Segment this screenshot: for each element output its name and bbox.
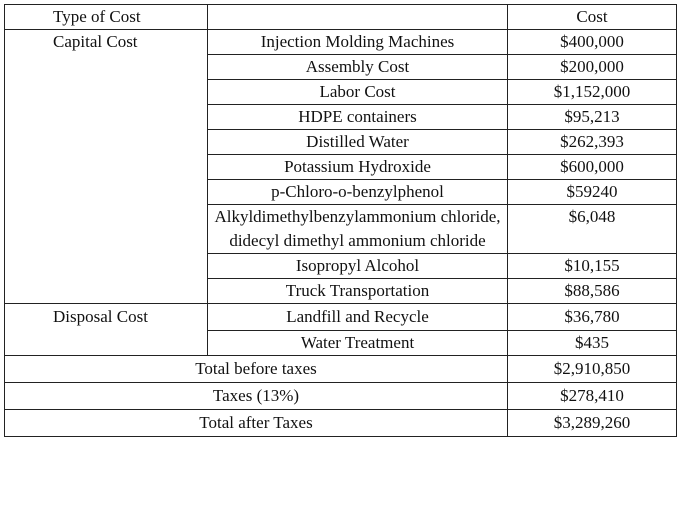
item-cell: Assembly Cost [208, 55, 508, 80]
item-cell: Potassium Hydroxide [208, 155, 508, 180]
taxes-value: $278,410 [508, 383, 677, 410]
cost-cell: $6,048 [508, 205, 677, 254]
cost-cell: $95,213 [508, 105, 677, 130]
header-type-of-cost: Type of Cost [5, 5, 208, 30]
total-after-taxes-value: $3,289,260 [508, 410, 677, 437]
cost-cell: $10,155 [508, 254, 677, 279]
group-label-capital: Capital Cost [5, 30, 208, 304]
cost-cell: $59240 [508, 180, 677, 205]
cost-cell: $200,000 [508, 55, 677, 80]
item-cell: Isopropyl Alcohol [208, 254, 508, 279]
item-cell: Distilled Water [208, 130, 508, 155]
cost-cell: $262,393 [508, 130, 677, 155]
cost-table [4, 4, 677, 437]
item-cell: Landfill and Recycle [208, 304, 508, 331]
cost-cell: $1,152,000 [508, 80, 677, 105]
table-row [5, 304, 677, 331]
cost-cell: $400,000 [508, 30, 677, 55]
table-row [5, 30, 677, 55]
item-cell: HDPE containers [208, 105, 508, 130]
total-before-taxes-value: $2,910,850 [508, 356, 677, 383]
cost-cell: $600,000 [508, 155, 677, 180]
total-before-taxes-row [5, 356, 677, 383]
header-cost: Cost [508, 5, 677, 30]
taxes-label: Taxes (13%) [5, 383, 508, 410]
item-cell: Injection Molding Machines [208, 30, 508, 55]
cost-cell: $435 [508, 331, 677, 356]
cost-cell: $36,780 [508, 304, 677, 331]
item-cell: Water Treatment [208, 331, 508, 356]
header-item [208, 5, 508, 30]
item-cell: Labor Cost [208, 80, 508, 105]
item-cell: Alkyldimethylbenzylammonium chloride, didecyl dimethyl ammonium chloride [208, 205, 508, 254]
group-label-disposal: Disposal Cost [5, 304, 208, 356]
total-after-taxes-row [5, 410, 677, 437]
total-before-taxes-label: Total before taxes [5, 356, 508, 383]
cost-cell: $88,586 [508, 279, 677, 304]
header-row [5, 5, 677, 30]
item-cell: p-Chloro-o-benzylphenol [208, 180, 508, 205]
item-cell: Truck Transportation [208, 279, 508, 304]
taxes-row [5, 383, 677, 410]
total-after-taxes-label: Total after Taxes [5, 410, 508, 437]
